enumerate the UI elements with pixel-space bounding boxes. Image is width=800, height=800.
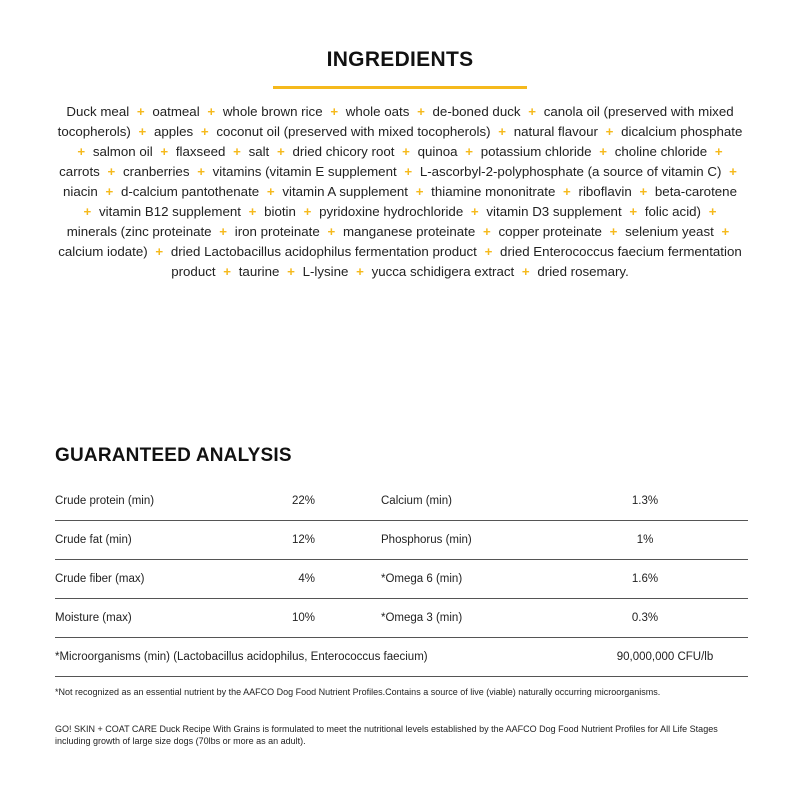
ingredient-separator: + (327, 224, 336, 239)
nutrient-value: 1% (636, 534, 654, 546)
ingredient-separator: + (356, 264, 364, 279)
ingredient-item: d-calcium pantothenate (120, 184, 260, 199)
ingredient-separator: + (599, 144, 608, 159)
ingredient-separator: + (528, 104, 536, 119)
ingredient-item: L-lysine (302, 264, 349, 279)
ingredient-separator: + (708, 204, 717, 219)
ingredient-separator: + (160, 144, 169, 159)
ingredient-separator: + (404, 164, 413, 179)
ingredients-list (56, 102, 744, 282)
ingredient-separator: + (639, 184, 648, 199)
ingredient-separator: + (470, 204, 479, 219)
ingredient-item: biotin (264, 204, 296, 219)
ingredient-separator: + (629, 204, 638, 219)
ingredient-item: carrots (59, 164, 100, 179)
ingredient-item: dried Lactobacillus acidophilus fermentation product (170, 244, 477, 259)
ingredient-item: canola oil (preserved with mixed tocopherols) (57, 104, 734, 139)
ingredient-item: natural flavour (513, 124, 598, 139)
ingredient-item: choline chloride (614, 144, 708, 159)
ingredient-separator: + (563, 184, 571, 199)
ingredient-separator: + (498, 124, 506, 139)
ingredient-separator: + (219, 224, 228, 239)
ingredient-item: folic acid) (644, 204, 701, 219)
ingredient-item: whole brown rice (222, 104, 323, 119)
nutrient-value: 12% (291, 534, 315, 546)
ingredient-item: dried rosemary. (537, 264, 629, 279)
ingredient-item: coconut oil (preserved with mixed tocopherols) (216, 124, 491, 139)
nutrient-name: Phosphorus (min) (381, 534, 472, 546)
analysis-row (55, 560, 748, 599)
analysis-row-microorganisms (55, 638, 748, 677)
nutrient-value: 10% (291, 612, 315, 624)
ingredient-separator: + (303, 204, 312, 219)
ingredient-item: pyridoxine hydrochloride (319, 204, 464, 219)
nutrient-name: Crude fiber (max) (55, 573, 145, 585)
ingredient-item: quinoa (417, 144, 458, 159)
ingredient-item: taurine (238, 264, 280, 279)
ingredient-separator: + (714, 144, 723, 159)
ingredient-separator: + (200, 124, 209, 139)
ingredient-separator: + (155, 244, 164, 259)
ingredient-item: dried Enterococcus faecium fermentation product (171, 244, 742, 279)
ingredient-item: L-ascorbyl-2-polyphosphate (a source of vitamin C) (419, 164, 722, 179)
nutrient-name: Moisture (max) (55, 612, 132, 624)
nutrient-value: 1.6% (631, 573, 659, 585)
nutrient-name: *Omega 3 (min) (381, 612, 463, 624)
ingredient-item: potassium chloride (480, 144, 592, 159)
ingredient-item: iron proteinate (234, 224, 320, 239)
ingredient-item: selenium yeast (625, 224, 714, 239)
nutrient-value: 1.3% (631, 495, 659, 507)
ingredient-separator: + (136, 104, 145, 119)
ingredient-separator: + (605, 124, 614, 139)
nutrient-value: 90,000,000 CFU/lb (616, 651, 714, 663)
ingredient-separator: + (729, 164, 737, 179)
ingredient-item: de-boned duck (432, 104, 521, 119)
ingredient-item: oatmeal (152, 104, 200, 119)
ingredient-separator: + (223, 264, 232, 279)
ingredients-underline (273, 86, 527, 89)
ingredient-separator: + (105, 184, 114, 199)
ingredient-separator: + (417, 104, 425, 119)
ingredient-item: niacin (63, 184, 98, 199)
guaranteed-analysis-heading: GUARANTEED ANALYSIS (55, 445, 292, 466)
ingredient-separator: + (330, 104, 339, 119)
analysis-row (55, 482, 748, 521)
footnote: *Not recognized as an essential nutrient by the AAFCO Dog Food Nutrient Profiles.Contains a source of live (viable) naturally occurring microorganisms. (55, 687, 661, 697)
nutrient-value: 22% (291, 495, 315, 507)
ingredient-separator: + (207, 104, 216, 119)
ingredient-separator: + (402, 144, 410, 159)
ingredient-separator: + (107, 164, 116, 179)
nutrient-value: 0.3% (631, 612, 659, 624)
analysis-row (55, 599, 748, 638)
ingredient-separator: + (197, 164, 205, 179)
ingredient-item: calcium iodate) (58, 244, 148, 259)
nutrient-value: 4% (298, 573, 315, 585)
ingredient-separator: + (287, 264, 295, 279)
nutrient-name: *Microorganisms (min) (Lactobacillus acidophilus, Enterococcus faecium) (55, 651, 428, 663)
ingredient-separator: + (233, 144, 241, 159)
ingredient-item: dicalcium phosphate (621, 124, 743, 139)
nutrient-name: Calcium (min) (381, 495, 452, 507)
ingredient-item: Duck meal (66, 104, 130, 119)
ingredient-item: riboflavin (578, 184, 632, 199)
ingredient-item: vitamin A supplement (282, 184, 408, 199)
ingredient-separator: + (266, 184, 275, 199)
ingredient-item: salt (248, 144, 270, 159)
ingredient-item: beta-carotene (654, 184, 737, 199)
nutrient-name: Crude fat (min) (55, 534, 132, 546)
aafco-statement: GO! SKIN + COAT CARE Duck Recipe With Grains is formulated to meet the nutritional levels established by the AAFCO Dog Food Nutrient Profiles for All Life Stages including growth of large size dogs (70lbs or more as an adult). (55, 724, 718, 746)
ingredient-item: yucca schidigera extract (371, 264, 515, 279)
ingredient-separator: + (482, 224, 491, 239)
nutrient-name: Crude protein (min) (55, 495, 155, 507)
ingredient-item: vitamin D3 supplement (486, 204, 622, 219)
ingredient-separator: + (248, 204, 257, 219)
ingredient-separator: + (609, 224, 618, 239)
ingredient-item: vitamins (vitamin E supplement (212, 164, 397, 179)
ingredient-separator: + (415, 184, 424, 199)
ingredient-item: cranberries (122, 164, 190, 179)
ingredient-item: minerals (zinc proteinate (66, 224, 212, 239)
ingredient-separator: + (138, 124, 147, 139)
guaranteed-analysis-table (55, 482, 748, 677)
ingredient-separator: + (465, 144, 474, 159)
ingredients-heading: INGREDIENTS (326, 48, 474, 71)
ingredient-separator: + (521, 264, 530, 279)
ingredient-separator: + (276, 144, 285, 159)
ingredient-item: salmon oil (92, 144, 153, 159)
nutrient-name: *Omega 6 (min) (381, 573, 463, 585)
ingredient-item: vitamin B12 supplement (99, 204, 241, 219)
analysis-row (55, 521, 748, 560)
ingredient-item: whole oats (345, 104, 410, 119)
ingredient-separator: + (721, 224, 730, 239)
ingredient-separator: + (484, 244, 493, 259)
ingredient-item: thiamine mononitrate (431, 184, 556, 199)
ingredient-item: dried chicory root (292, 144, 395, 159)
ingredient-separator: + (77, 144, 86, 159)
ingredient-item: flaxseed (175, 144, 226, 159)
ingredient-item: apples (153, 124, 194, 139)
ingredient-item: copper proteinate (498, 224, 602, 239)
ingredient-separator: + (83, 204, 92, 219)
ingredient-item: manganese proteinate (342, 224, 476, 239)
